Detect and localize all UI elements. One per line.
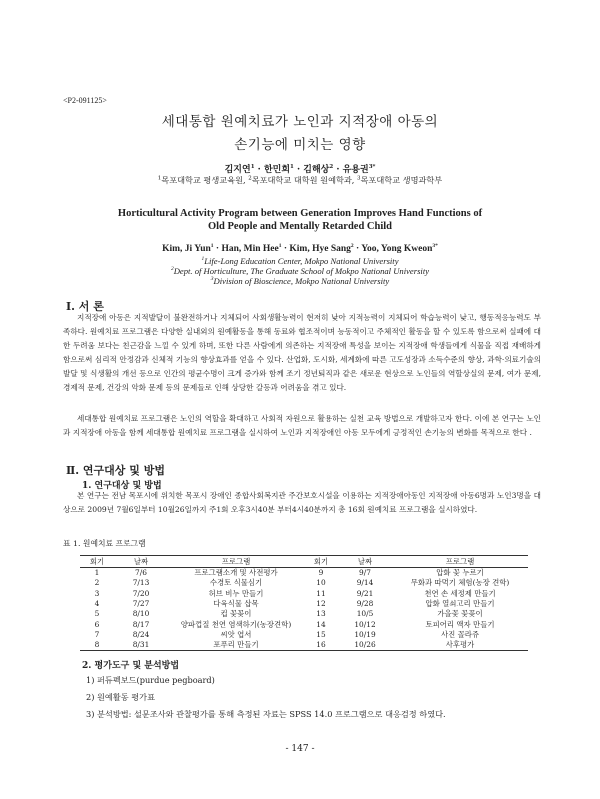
author-name: Kim, Hye Sang bbox=[289, 244, 351, 255]
evaluation-item-2: 2) 원예활동 평가표 bbox=[86, 692, 155, 702]
table-cell: 10/5 bbox=[356, 609, 374, 619]
affil-text: 목포대학교 생명과학부 bbox=[360, 175, 443, 185]
table-cell: 수경토 식물심기 bbox=[209, 578, 263, 588]
author-name: 김지연 bbox=[224, 165, 251, 175]
author-name: 한민희 bbox=[263, 165, 291, 175]
affil-text: Life-Long Education Center, Mokpo National University bbox=[204, 256, 399, 266]
table-cell: 9/7 bbox=[359, 568, 371, 578]
table-cell: 9 bbox=[318, 568, 324, 578]
affil-sup: 3 bbox=[210, 276, 214, 283]
affil-sup: 2 bbox=[170, 266, 174, 273]
table-cell: 토피어리 액자 만들기 bbox=[425, 619, 495, 629]
korean-title-line2: 손기능에 미치는 영향 bbox=[234, 137, 366, 153]
table-cell: 2 bbox=[94, 578, 100, 588]
author-name: Han, Min Hee bbox=[221, 244, 279, 255]
table-cell: 8 bbox=[80, 640, 114, 651]
table-cell: 1 bbox=[94, 568, 100, 578]
english-affiliation-1 bbox=[0, 256, 600, 266]
affil-sup: 3 bbox=[357, 175, 361, 182]
table-cell: 8/24 bbox=[132, 629, 150, 639]
table-row bbox=[80, 630, 528, 640]
author-sup: 1 bbox=[210, 243, 214, 249]
table-cell: 8/31 bbox=[114, 640, 168, 651]
table-cell: 10 bbox=[316, 578, 326, 588]
table-cell: 가을꽃 꽃꽂이 bbox=[437, 609, 483, 619]
table-cell: 10/12 bbox=[354, 619, 376, 629]
table-cell: 3 bbox=[94, 588, 100, 598]
table-cell: 압화 꽃 누르기 bbox=[436, 568, 484, 578]
korean-title-line1: 세대통합 원예치료가 노인과 지적장애 아동의 bbox=[161, 114, 439, 130]
affil-sup: 1 bbox=[157, 175, 162, 182]
author-name: 김해상 bbox=[303, 165, 330, 175]
table-cell: 9/28 bbox=[356, 599, 374, 609]
table-cell: 12 bbox=[316, 599, 326, 609]
table-cell: 압화 열쇠고리 만들기 bbox=[425, 599, 495, 609]
table-cell: 프로그램소개 및 사전평가 bbox=[194, 568, 278, 578]
table-cell: 10/26 bbox=[338, 640, 392, 651]
table-cell: 13 bbox=[316, 609, 326, 619]
korean-authors: 김지연$^1$ · 한민희$^1$ · 김해상$^2$ · 유용권$^{3*}$ bbox=[224, 164, 376, 175]
table-cell: 8/17 bbox=[132, 619, 150, 629]
table-cell: 양파껍질 천연 염색하기(농장견학) bbox=[180, 619, 292, 629]
evaluation-item-3: 3) 분석방법: 설문조사와 관찰평가를 통해 측정된 자료는 SPSS 14.0 프로그램으로 대응검정 하였다. bbox=[86, 709, 446, 719]
intro-paragraph-2: 세대통합 원예치료 프로그램은 노인의 역할을 확대하고 사회적 자원으로 활용하는 실천 교육 방법으로 개발하고자 한다. 이에 본 연구는 노인과 지적장애 아동을 함께 세대통합 원예치료 프로그램을 실시하여 노인과 지적장애인 아동 모두에게 긍정적인 손기능의 변화를 목적으로 한다 . bbox=[63, 414, 541, 437]
author-sup: 1 bbox=[290, 164, 294, 170]
table-cell: 5 bbox=[94, 609, 100, 619]
program-table bbox=[80, 555, 528, 651]
author-name: Kim, Ji Yun bbox=[162, 244, 211, 255]
affil-sup: 1 bbox=[201, 256, 205, 263]
english-authors: Kim, Ji Yun$^1$ · Han, Min Hee$^1$ · Kim, Hye Sang$^2$ · Yoo, Yong Kweon$^{3*}$ bbox=[162, 243, 438, 255]
intro-paragraph-1: 지적장애 아동은 지적발달이 불완전하거나 지체되어 사회생활능력이 현저히 낮아 지적능력이 지체되어 학습능력이 낮고, 행동적응능력도 부족하다. 원예치료 프로그램은 다양한 실내외의 원예활동을 통해 동료와 협조적이며 능동적이고 주체적인 활동을 할 수 있도록 함으로써 실패에 대한 두려움 보다는 친근감을 느낄 수 있게 하며, 또한 다른 사람에게 의존하는 지적장애 특성을 보이는 지적장애 학생들에게 식물을 직접 재배하게 함으로써 심리적 안정감과 신체적 기능의 향상효과를 얻을 수 있다. 산업화, 도시화, 세계화에 따른 고도성장과 소득수준의 향상, 과학·의료기술의 발달 및 식생활의 개선 등으로 인간의 평균수명이 크게 증가와 함께 조기 정년퇴직과 같은 새로운 현상으로 노인들의 역할상실의 문제, 여가 문제, 경제적 문제, 건강의 악화 문제 등의 문제들로 인해 상당한 갈등과 어려움을 겪고 있다. bbox=[63, 313, 541, 392]
table-cell: 9/14 bbox=[356, 578, 374, 588]
affil-text: 목포대학교 평생교육원, bbox=[161, 175, 249, 185]
subsection-1-heading: 1. 연구대상 및 방법 bbox=[82, 481, 162, 491]
col-header-date: 날짜 bbox=[338, 556, 392, 568]
table-row bbox=[80, 578, 528, 588]
table-cell: 7/13 bbox=[132, 578, 150, 588]
author-sup: 2 bbox=[329, 164, 334, 170]
author-name: 유용권 bbox=[342, 165, 369, 175]
paper-code: <P2-091125> bbox=[63, 96, 107, 105]
table-row bbox=[80, 640, 528, 651]
affil-text: Division of Bioscience, Mokpo National University bbox=[213, 276, 390, 286]
table-cell: 11 bbox=[316, 588, 326, 598]
author-sup: 2 bbox=[350, 243, 354, 249]
table-cell: 사후평가 bbox=[392, 640, 528, 651]
table-cell: 16 bbox=[304, 640, 338, 651]
table-caption: 표 1. 원예치료 프로그램 bbox=[63, 539, 146, 548]
table-cell: 다육식물 삽목 bbox=[213, 599, 259, 609]
table-cell: 4 bbox=[94, 599, 100, 609]
table-cell: 천연 손 세정제 만들기 bbox=[424, 588, 496, 598]
evaluation-heading: 2. 평가도구 및 분석방법 bbox=[82, 661, 180, 671]
table-cell: 10/19 bbox=[354, 629, 376, 639]
col-header-date: 날짜 bbox=[114, 556, 168, 568]
table-cell: 6 bbox=[94, 619, 100, 629]
table-row bbox=[80, 589, 528, 599]
table-row bbox=[80, 568, 528, 579]
english-title-line2: Old People and Mentally Retarded Child bbox=[207, 221, 393, 232]
table-cell: 8/10 bbox=[132, 609, 150, 619]
table-cell: 9/21 bbox=[356, 588, 374, 598]
table-cell: 포푸리 만들기 bbox=[168, 640, 304, 651]
col-header-program: 프로그램 bbox=[168, 556, 304, 568]
table-cell: 씨앗 엽서 bbox=[220, 629, 252, 639]
affil-sup: 2 bbox=[248, 175, 252, 182]
intro-heading: Ⅰ. 서 론 bbox=[66, 300, 104, 313]
table-cell: 7 bbox=[94, 629, 100, 639]
author-sup: 1 bbox=[278, 243, 282, 249]
english-title-line1: Horticultural Activity Program between Generation Improves Hand Functions of bbox=[117, 208, 483, 219]
table-cell: 7/6 bbox=[135, 568, 147, 578]
table-cell: 7/27 bbox=[132, 599, 150, 609]
table-cell: 15 bbox=[316, 629, 326, 639]
methods-heading: Ⅱ. 연구대상 및 방법 bbox=[66, 464, 165, 477]
author-sup: 3* bbox=[368, 164, 376, 170]
table-row bbox=[80, 619, 528, 629]
col-header-session: 회기 bbox=[80, 556, 114, 568]
col-header-session: 회기 bbox=[304, 556, 338, 568]
author-sup: 3* bbox=[432, 243, 438, 249]
english-affiliation-3 bbox=[0, 276, 600, 286]
evaluation-item-1: 1) 퍼듀펙보드(purdue pegboard) bbox=[86, 675, 215, 685]
table-cell: 무화과 따먹기 체험(농장 견학) bbox=[410, 578, 510, 588]
table-row bbox=[80, 599, 528, 609]
table-cell: 사진 꼴라쥬 bbox=[440, 629, 480, 639]
author-name: Yoo, Yong Kweon bbox=[361, 244, 433, 255]
table-cell: 14 bbox=[316, 619, 326, 629]
affil-text: Dept. of Horticulture, The Graduate School of Mokpo National University bbox=[173, 266, 430, 276]
table-cell: 허브 비누 만들기 bbox=[208, 588, 264, 598]
page-number: - 147 - bbox=[285, 744, 315, 754]
author-sup: 1 bbox=[250, 164, 255, 170]
subsection-1-paragraph: 본 연구는 전남 목포시에 위치한 목포시 장애인 종합사회복지관 주간보호시설을 이용하는 지적장애아동인 지적장애 아동6명과 노인3명을 대상으로 2009년 7월6일부터 10월26일까지 주1회 오후3시40분 부터4시40분까지 총 16회 원예치료 프로그램을 실시하였다. bbox=[63, 491, 541, 514]
korean-affiliations bbox=[0, 175, 600, 186]
table-cell: 컵 꽃꽂이 bbox=[220, 609, 252, 619]
table-header-row bbox=[80, 556, 528, 568]
col-header-program: 프로그램 bbox=[392, 556, 528, 568]
affil-text: 목포대학교 대학원 원예학과, bbox=[251, 175, 358, 185]
table-cell: 7/20 bbox=[132, 588, 150, 598]
table-row bbox=[80, 609, 528, 619]
english-affiliation-2 bbox=[0, 266, 600, 276]
